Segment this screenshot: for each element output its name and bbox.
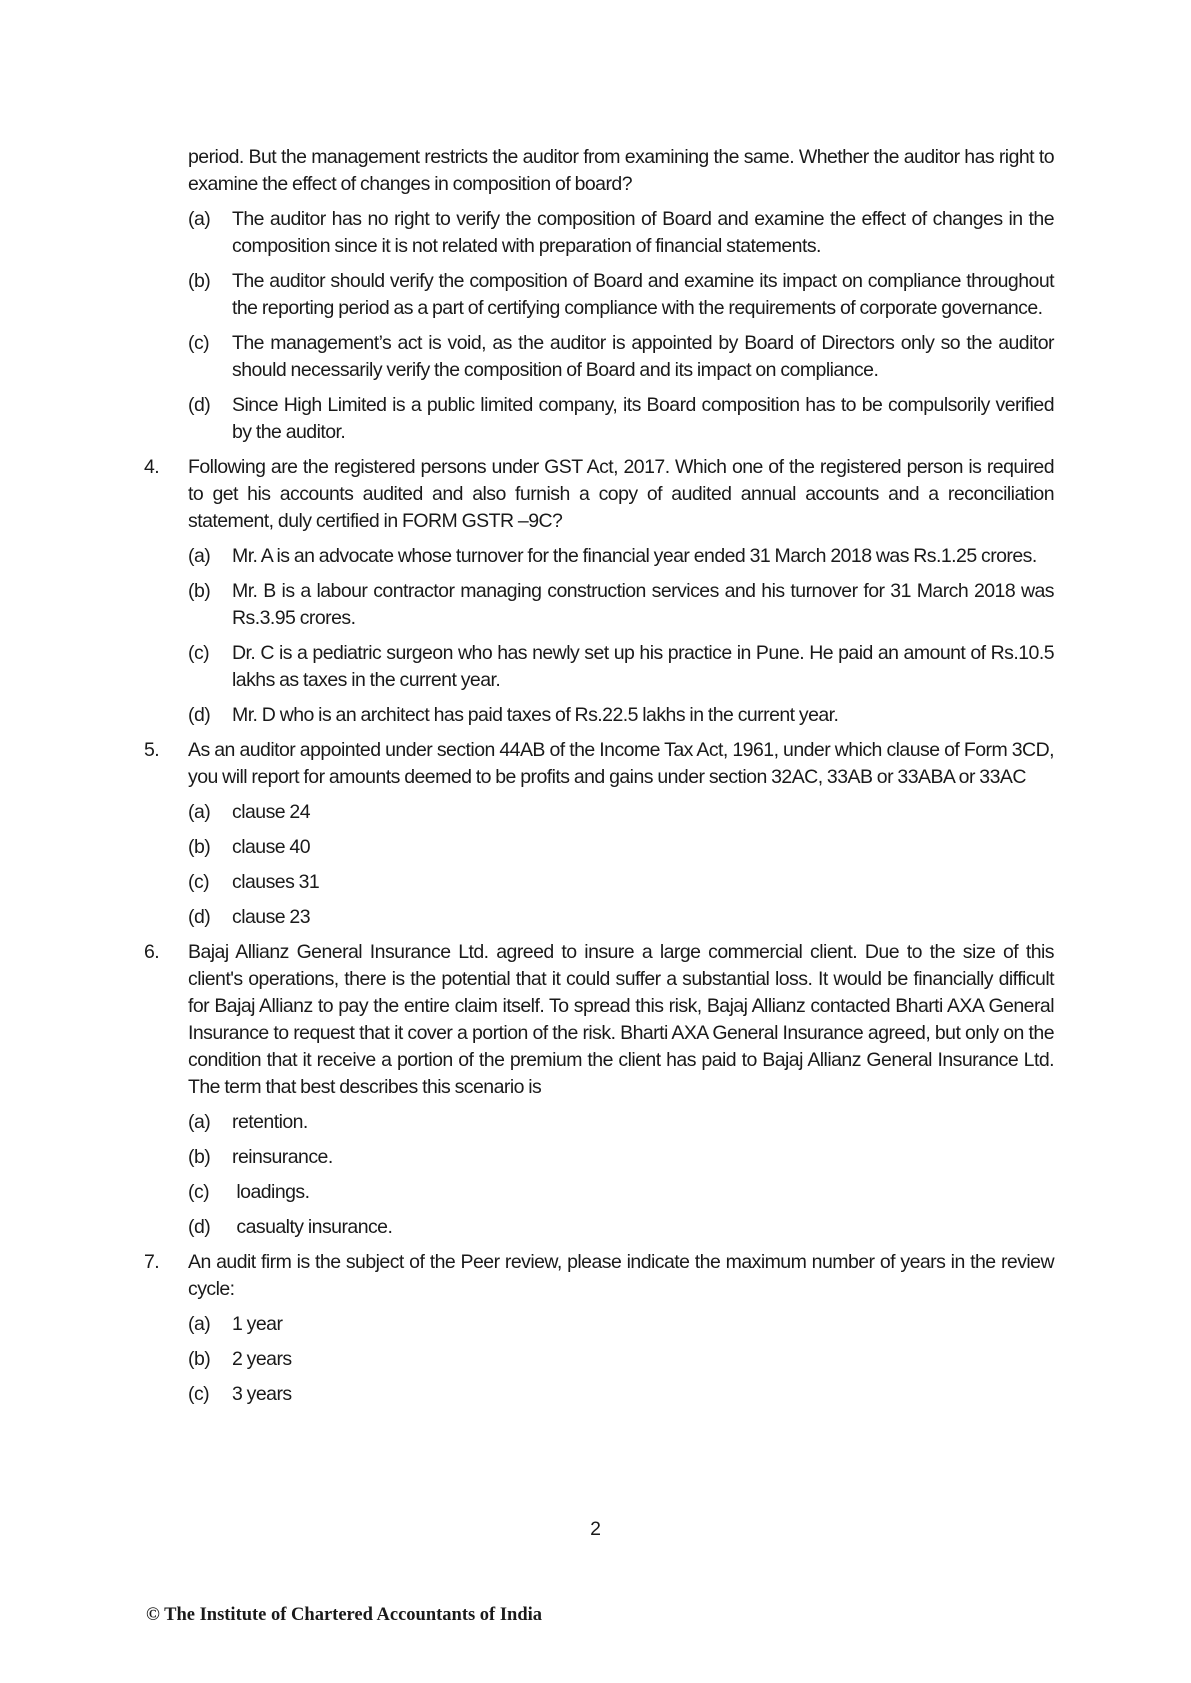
option-text: Dr. C is a pediatric surgeon who has newly set up his practice in Pune. He paid an amount of Rs.10.5 lakhs as taxes in the current year. — [232, 642, 1054, 691]
option-item — [188, 268, 1054, 322]
option-label: (a) — [188, 801, 211, 823]
question-options — [188, 1109, 1054, 1241]
option-text: Mr. B is a labour contractor managing construction services and his turnover for 31 March 2018 was Rs.3.95 crores. — [232, 580, 1054, 629]
question-3-options — [188, 206, 1054, 446]
option-text: Mr. A is an advocate whose turnover for the financial year ended 31 March 2018 was Rs.1.25 crores. — [232, 545, 1037, 567]
option-label: (a) — [188, 1313, 211, 1335]
option-item — [188, 1381, 1054, 1408]
option-item — [188, 1311, 1054, 1338]
option-item — [188, 1109, 1054, 1136]
question-4 — [144, 454, 1054, 729]
option-text: Since High Limited is a public limited company, its Board composition has to be compulsorily verified by the auditor. — [232, 394, 1054, 443]
option-text: reinsurance. — [232, 1146, 333, 1168]
question-5 — [144, 737, 1054, 931]
option-text: 2 years — [232, 1348, 292, 1370]
option-item — [188, 392, 1054, 446]
option-text: The management’s act is void, as the auditor is appointed by Board of Directors only so the auditor should necessarily verify the composition of Board and its impact on compliance. — [232, 332, 1054, 381]
option-item — [188, 330, 1054, 384]
option-item — [188, 1346, 1054, 1373]
option-text: The auditor has no right to verify the composition of Board and examine the effect of changes in the composition since it is not related with preparation of financial statements. — [232, 208, 1054, 257]
question-text: Bajaj Allianz General Insurance Ltd. agreed to insure a large commercial client. Due to the size of this client's operations, there is the potential that it could suffer a substantial loss. It would be financially difficult for Bajaj Allianz to pay the entire claim itself. To spread this risk, Bajaj Allianz contacted Bharti AXA General Insurance to request that it cover a portion of the risk. Bharti AXA General Insurance agreed, but only on the condition that it receive a portion of the premium the client has paid to Bajaj Allianz General Insurance Ltd. The term that best describes this scenario is — [188, 941, 1054, 1098]
question-number: 7. — [144, 1251, 160, 1273]
question-options — [188, 1311, 1054, 1408]
option-label: (d) — [188, 1216, 211, 1238]
question-options — [188, 543, 1054, 729]
question-3-continuation: period. But the management restricts the auditor from examining the same. Whether the auditor has right to examine the effect of changes in composition of board? — [188, 146, 1054, 195]
option-text: casualty insurance. — [232, 1216, 393, 1238]
option-label: (d) — [188, 704, 211, 726]
option-text: retention. — [232, 1111, 308, 1133]
option-item — [188, 1144, 1054, 1171]
option-label: (b) — [188, 836, 211, 858]
option-label: (a) — [188, 208, 211, 230]
option-item — [188, 1214, 1054, 1241]
option-label: (b) — [188, 270, 211, 292]
option-text: clause 24 — [232, 801, 311, 823]
option-item — [188, 640, 1054, 694]
option-label: (c) — [188, 332, 210, 354]
option-label: (c) — [188, 1181, 210, 1203]
page-content — [144, 144, 1054, 1416]
option-label: (c) — [188, 642, 210, 664]
option-label: (b) — [188, 1348, 211, 1370]
option-item — [188, 578, 1054, 632]
option-item — [188, 702, 1054, 729]
question-number: 5. — [144, 739, 160, 761]
page-number: 2 — [590, 1518, 601, 1540]
option-item — [188, 869, 1054, 896]
option-text: 1 year — [232, 1313, 283, 1335]
copyright-footer: © The Institute of Chartered Accountants of India — [146, 1605, 543, 1625]
option-label: (c) — [188, 1383, 210, 1405]
question-text: Following are the registered persons under GST Act, 2017. Which one of the registered person is required to get his accounts audited and also furnish a copy of audited annual accounts and a reconciliation statement, duly certified in FORM GSTR –9C? — [188, 456, 1054, 532]
question-7 — [144, 1249, 1054, 1408]
option-item — [188, 834, 1054, 861]
option-text: loadings. — [232, 1181, 310, 1203]
option-item — [188, 206, 1054, 260]
option-label: (d) — [188, 394, 211, 416]
question-text: An audit firm is the subject of the Peer review, please indicate the maximum number of years in the review cycle: — [188, 1251, 1054, 1300]
question-text: As an auditor appointed under section 44AB of the Income Tax Act, 1961, under which clause of Form 3CD, you will report for amounts deemed to be profits and gains under section 32AC, 33AB or 33ABA or 33AC — [188, 739, 1054, 788]
question-options — [188, 799, 1054, 931]
option-text: clause 40 — [232, 836, 311, 858]
option-label: (a) — [188, 545, 211, 567]
option-label: (b) — [188, 580, 211, 602]
option-item — [188, 1179, 1054, 1206]
question-number: 6. — [144, 941, 160, 963]
question-6 — [144, 939, 1054, 1241]
option-item — [188, 799, 1054, 826]
option-text: 3 years — [232, 1383, 292, 1405]
option-text: clauses 31 — [232, 871, 320, 893]
option-item — [188, 543, 1054, 570]
option-text: clause 23 — [232, 906, 311, 928]
option-item — [188, 904, 1054, 931]
option-label: (d) — [188, 906, 211, 928]
option-text: Mr. D who is an architect has paid taxes of Rs.22.5 lakhs in the current year. — [232, 704, 839, 726]
option-label: (c) — [188, 871, 210, 893]
option-label: (b) — [188, 1146, 211, 1168]
option-text: The auditor should verify the composition of Board and examine its impact on compliance throughout the reporting period as a part of certifying compliance with the requirements of corporate governance. — [232, 270, 1054, 319]
question-number: 4. — [144, 456, 160, 478]
option-label: (a) — [188, 1111, 211, 1133]
